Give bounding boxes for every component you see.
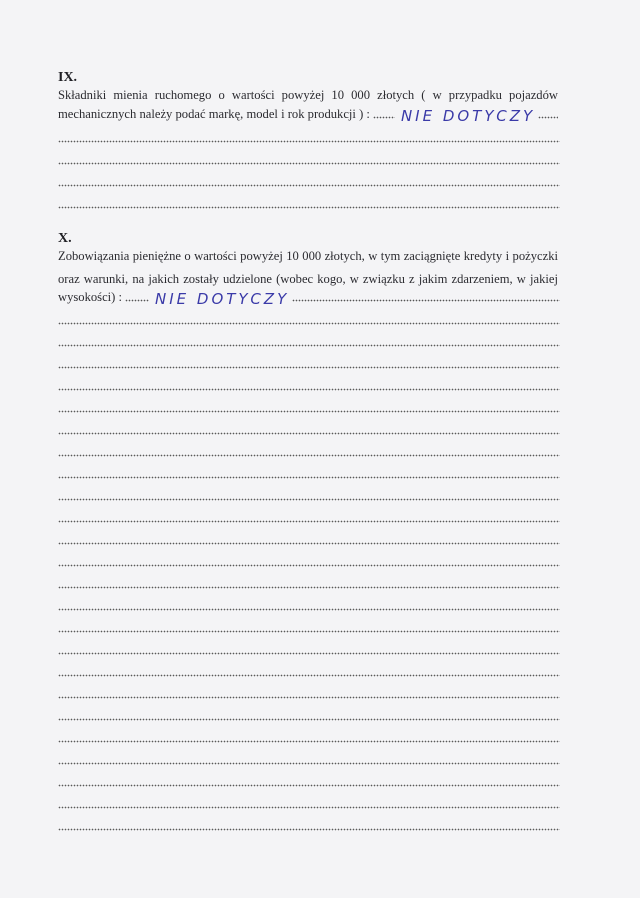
section-x-question-line3: wysokości) : [58, 290, 123, 304]
blank-answer-line [58, 674, 560, 677]
dotted-leader [373, 116, 395, 119]
section-x-handwritten-answer: NIE DOTYCZY [155, 290, 290, 308]
blank-answer-line [58, 696, 560, 699]
section-ix-number: IX. [58, 70, 78, 85]
blank-answer-line [58, 454, 560, 457]
dotted-leader [125, 299, 149, 302]
blank-answer-line [58, 608, 560, 611]
section-ix-answer-row [58, 106, 558, 125]
blank-answer-line [58, 140, 560, 143]
section-x-answer-row [58, 289, 560, 308]
blank-answer-line [58, 162, 560, 165]
blank-answer-line [58, 762, 560, 765]
blank-answer-line [58, 410, 560, 413]
section-ix-question-line1: Składniki mienia ruchomego o wartości powyżej 10 000 złotych ( w przypadku pojazdów [58, 88, 558, 102]
blank-answer-line [58, 806, 560, 809]
blank-answer-line [58, 652, 560, 655]
section-x-number: X. [58, 231, 72, 246]
blank-answer-line [58, 184, 560, 187]
dotted-leader [292, 299, 560, 302]
blank-answer-line [58, 206, 560, 209]
blank-answer-line [58, 828, 560, 831]
section-x-question-line2: oraz warunki, na jakich zostały udzielone (wobec kogo, w związku z jakim zdarzeniem, w jakiej [58, 272, 558, 286]
section-ix-question-line2: mechanicznych należy podać markę, model i rok produkcji ) : [58, 107, 370, 121]
blank-answer-line [58, 476, 560, 479]
blank-answer-line [58, 344, 560, 347]
blank-answer-line [58, 630, 560, 633]
blank-answer-line [58, 564, 560, 567]
blank-answer-line [58, 740, 560, 743]
blank-answer-line [58, 520, 560, 523]
blank-answer-line [58, 432, 560, 435]
blank-answer-line [58, 388, 560, 391]
section-x-question-line1: Zobowiązania pieniężne o wartości powyżej 10 000 złotych, w tym zaciągnięte kredyty i pożyczki [58, 249, 558, 263]
blank-answer-line [58, 322, 560, 325]
blank-answer-line [58, 586, 560, 589]
blank-answer-line [58, 366, 560, 369]
blank-answer-line [58, 498, 560, 501]
blank-answer-line [58, 784, 560, 787]
blank-answer-line [58, 718, 560, 721]
dotted-leader [538, 116, 558, 119]
section-ix-handwritten-answer: NIE DOTYCZY [400, 107, 536, 125]
blank-answer-line [58, 542, 560, 545]
